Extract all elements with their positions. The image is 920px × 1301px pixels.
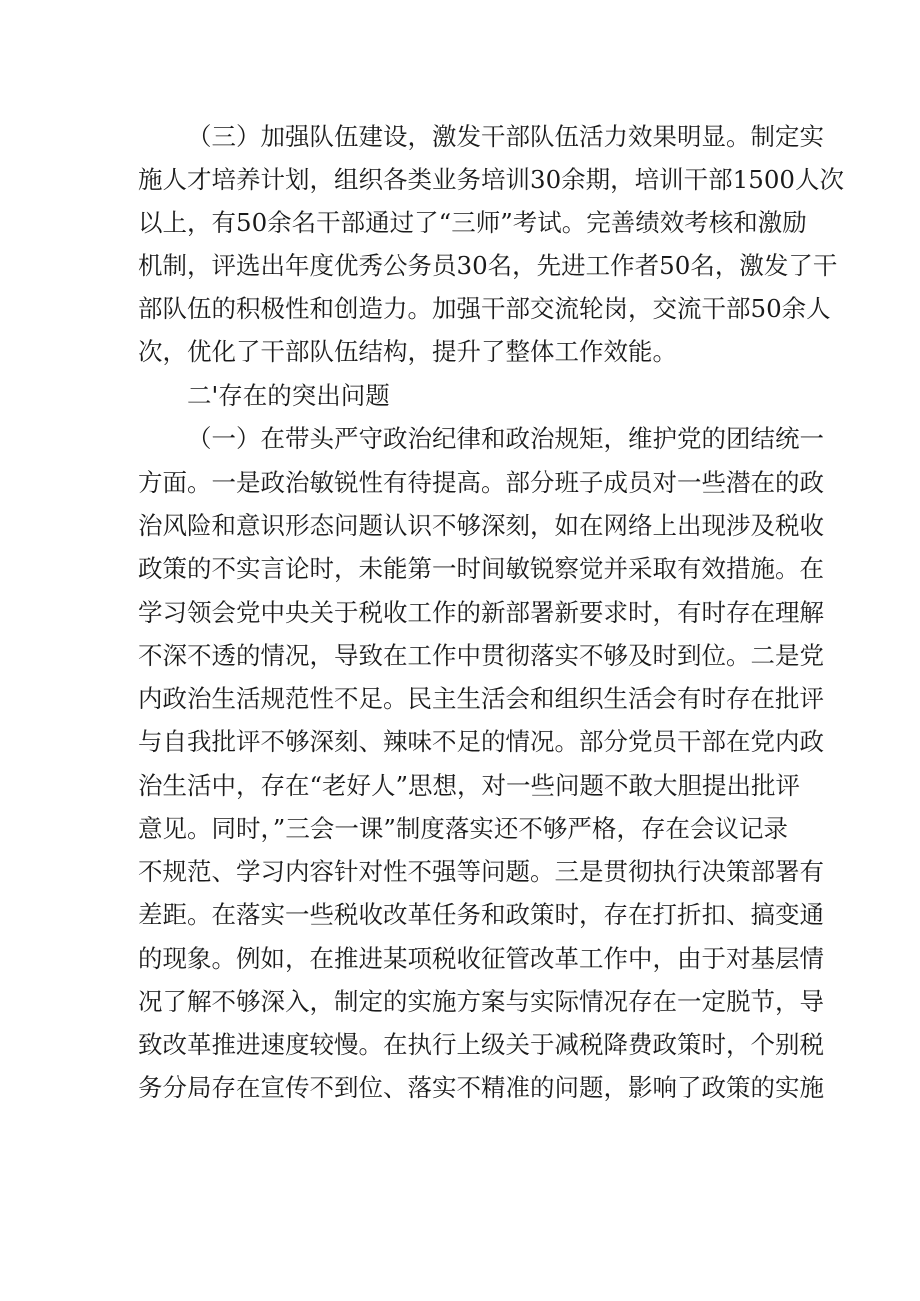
section3-line-5: 部队伍的积极性和创造力。加强干部交流轮岗，交流干部50余人 [138,294,831,323]
section3-line-6: 次，优化了干部队伍结构，提升了整体工作效能。 [138,337,677,366]
problem-line-6: 不深不透的情况，导致在工作中贯彻落实不够及时到位。二是党 [138,641,824,670]
problem-line-1: （一）在带头严守政治纪律和政治规矩，维护党的团结统一 [187,424,824,453]
problem-line-14: 况了解不够深入，制定的实施方案与实际情况存在一定脱节，导 [138,987,824,1016]
problem-line-4: 政策的不实言论时，未能第一时间敏锐察觉并采取有效措施。在 [138,554,824,583]
problem-line-9: 治生活中，存在“老好人”思想，对一些问题不敢大胆提出批评 [138,771,801,800]
problem-line-13: 的现象。例如，在推进某项税收征管改革工作中，由于对基层情 [138,944,824,973]
section3-line-1: （三）加强队伍建设，激发干部队伍活力效果明显。制定实 [187,122,824,151]
section3-line-2: 施人才培养计划，组织各类业务培训30余期，培训干部1500人次 [138,165,845,194]
problem-line-10: 意见。同时，”三会一课”制度落实还不够严格，存在会议记录 [138,814,788,843]
problem-line-2: 方面。一是政治敏锐性有待提高。部分班子成员对一些潜在的政 [138,468,824,497]
problem-line-16: 务分局存在宣传不到位、落实不精准的问题，影响了政策的实施 [138,1073,824,1102]
problem-line-5: 学习领会党中央关于税收工作的新部署新要求时，有时存在理解 [138,598,824,627]
problem-line-12: 差距。在落实一些税收改革任务和政策时，存在打折扣、搞变通 [138,900,824,929]
problem-line-11: 不规范、学习内容针对性不强等问题。三是贯彻执行决策部署有 [138,857,824,886]
problem-line-8: 与自我批评不够深刻、辣味不足的情况。部分党员干部在党内政 [138,727,824,756]
section3-line-4: 机制，评选出年度优秀公务员30名，先进工作者50名，激发了干 [138,251,838,280]
section-heading: 二'存在的突出问题 [187,381,390,410]
problem-line-15: 致改革推进速度较慢。在执行上级关于减税降费政策时，个别税 [138,1030,824,1059]
problem-line-7: 内政治生活规范性不足。民主生活会和组织生活会有时存在批评 [138,684,824,713]
section3-line-3: 以上，有50余名干部通过了“三师”考试。完善绩效考核和激励 [138,208,807,237]
problem-line-3: 治风险和意识形态问题认识不够深刻，如在网络上出现涉及税收 [138,511,824,540]
